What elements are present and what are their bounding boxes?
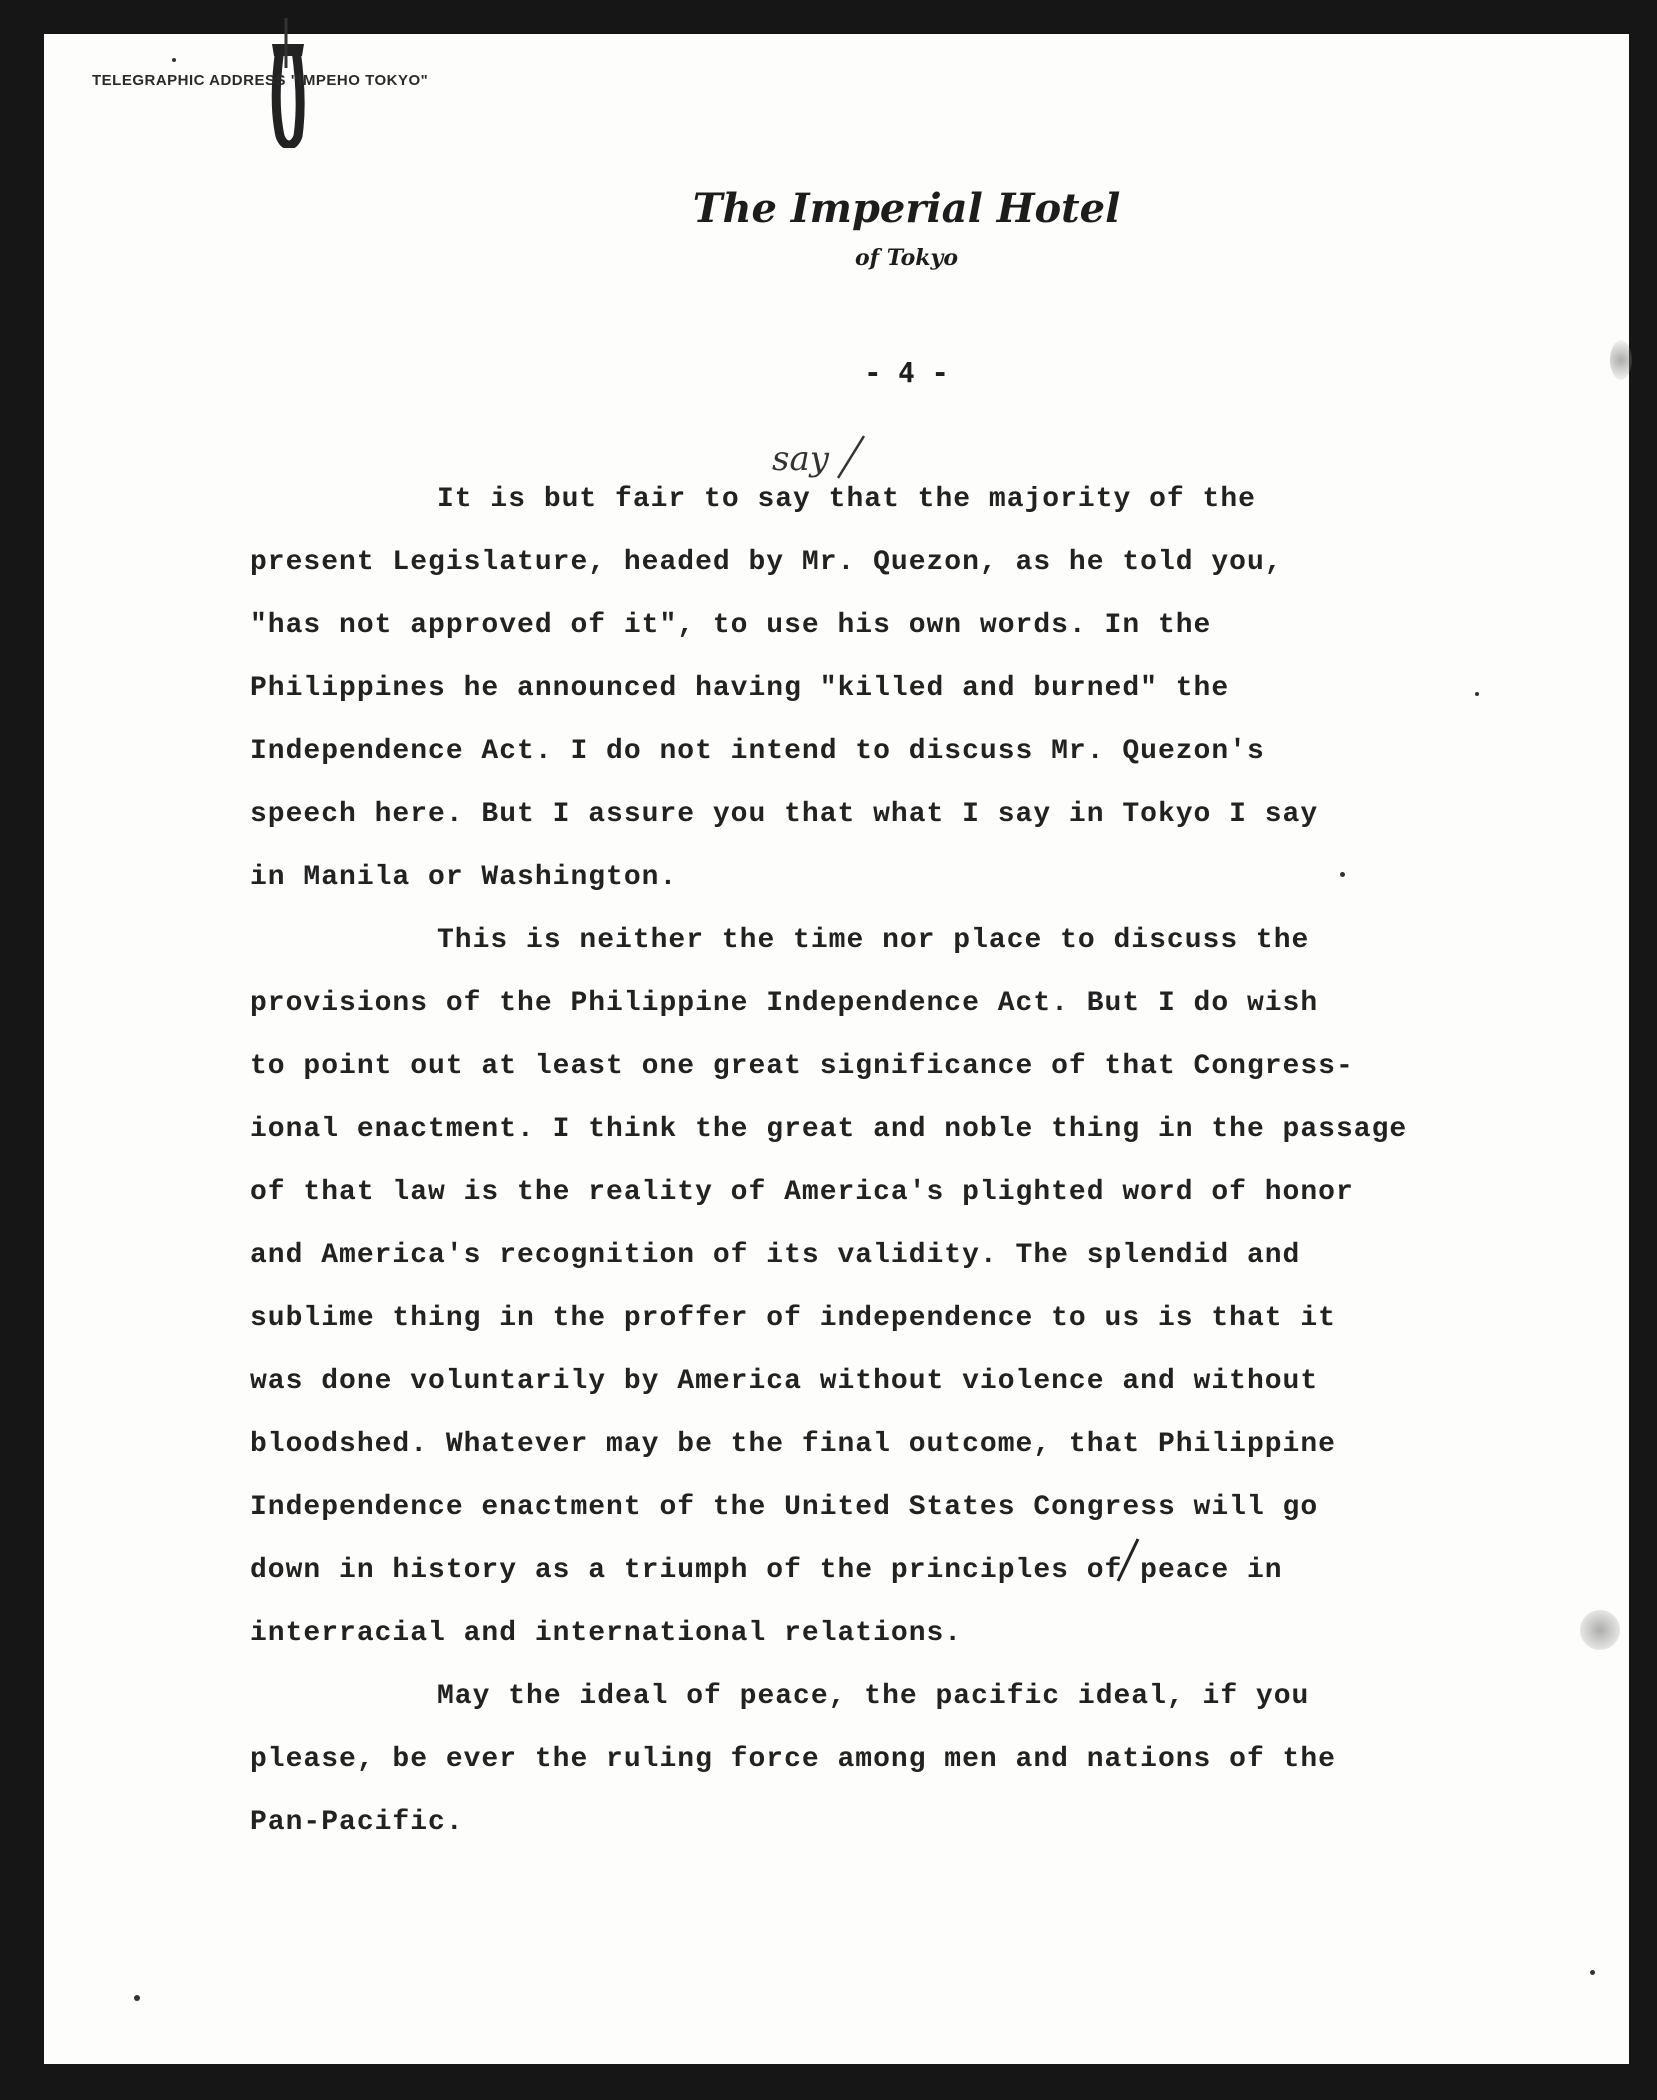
- body-line: was done voluntarily by America without violence and without: [250, 1366, 1319, 1397]
- body-line: present Legislature, headed by Mr. Quezon, as he told you,: [250, 547, 1283, 578]
- scan-speck: [172, 58, 176, 62]
- scan-smudge: [1580, 1610, 1620, 1650]
- body-line: provisions of the Philippine Independence Act. But I do wish: [250, 988, 1319, 1019]
- body-line: to point out at least one great significance of that Congress-: [250, 1051, 1354, 1082]
- body-line: It is but fair to say that the majority of the: [437, 484, 1256, 515]
- body-line: Independence enactment of the United States Congress will go: [250, 1492, 1319, 1523]
- body-line: Pan-Pacific.: [250, 1807, 464, 1838]
- body-line: This is neither the time nor place to discuss the: [437, 925, 1310, 956]
- scan-speck: [134, 1995, 140, 2001]
- letter-body: [250, 468, 1500, 1854]
- scan-smudge: [1610, 340, 1632, 380]
- body-line: down in history as a triumph of the principles of peace in: [250, 1555, 1283, 1586]
- body-line: please, be ever the ruling force among men and nations of the: [250, 1744, 1336, 1775]
- body-line: ional enactment. I think the great and noble thing in the passage: [250, 1114, 1408, 1145]
- body-line: and America's recognition of its validity. The splendid and: [250, 1240, 1301, 1271]
- telegraphic-address: TELEGRAPHIC ADDRESS "IMPEHO TOKYO": [92, 72, 429, 89]
- letterhead-hotel-name: The Imperial Hotel: [692, 185, 1121, 232]
- body-line: interracial and international relations.: [250, 1618, 963, 1649]
- scan-speck: [1475, 692, 1479, 696]
- body-line: sublime thing in the proffer of independence to us is that it: [250, 1303, 1336, 1334]
- handwritten-strike-mark: [1108, 1535, 1148, 1585]
- body-line: speech here. But I assure you that what I say in Tokyo I say: [250, 799, 1319, 830]
- scan-speck: [1340, 872, 1345, 877]
- body-line: of that law is the reality of America's plighted word of honor: [250, 1177, 1354, 1208]
- body-line: Independence Act. I do not intend to discuss Mr. Quezon's: [250, 736, 1265, 767]
- body-line: "has not approved of it", to use his own words. In the: [250, 610, 1212, 641]
- letterhead-hotel-city: of Tokyo: [854, 245, 959, 271]
- scan-speck: [1590, 1970, 1595, 1975]
- handwritten-say-text: say: [772, 439, 829, 479]
- body-line: bloodshed. Whatever may be the final outcome, that Philippine: [250, 1429, 1336, 1460]
- page-number: - 4 -: [864, 356, 949, 389]
- body-line: May the ideal of peace, the pacific ideal, if you: [437, 1681, 1310, 1712]
- body-line: in Manila or Washington.: [250, 862, 678, 893]
- body-line: Philippines he announced having "killed and burned" the: [250, 673, 1230, 704]
